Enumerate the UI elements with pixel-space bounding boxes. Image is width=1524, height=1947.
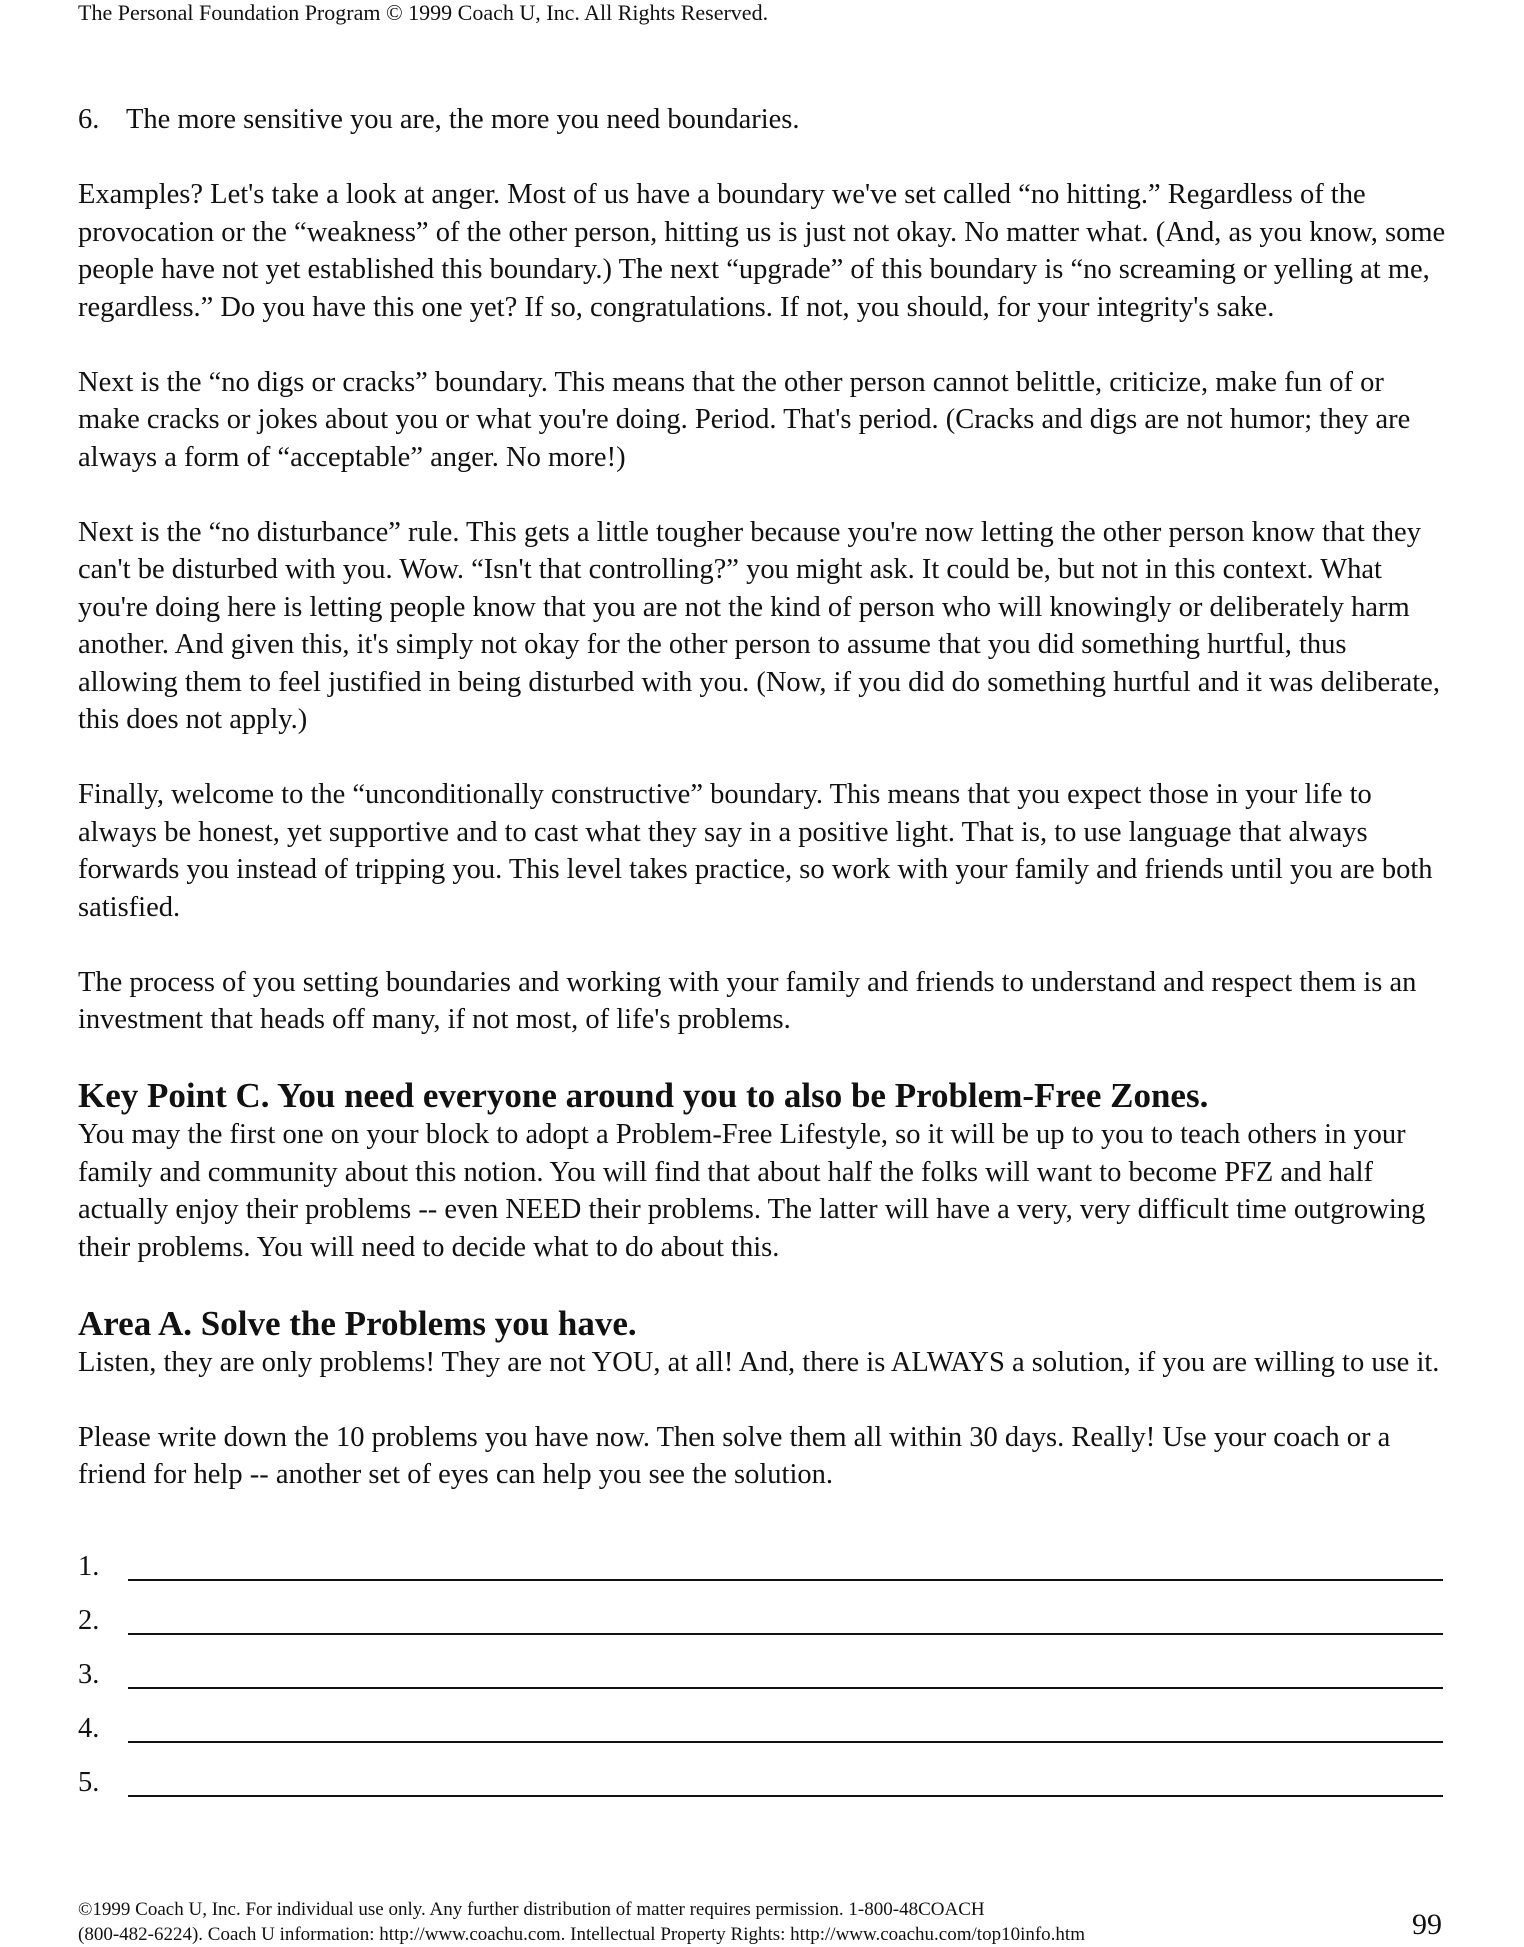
problem-blank-5: [78, 1747, 1448, 1801]
list-item-6: [78, 101, 1448, 139]
blank-number: 2.: [78, 1604, 100, 1636]
paragraph-unconditionally-constructive: Finally, welcome to the “unconditionally constructive” boundary. This means that you expect those in your life to always be honest, yet supportive and to cast what they say in a positive light. That is, to use language that always forwards you instead of tripping you. This level takes practice, so work with your family and friends until you are both satisfied.: [78, 779, 1433, 923]
paragraph-process: The process of you setting boundaries and working with your family and friends to understand and respect them is an investment that heads off many, if not most, of life's problems.: [78, 966, 1417, 1035]
area-a-text: Listen, they are only problems! They are not YOU, at all! And, there is ALWAYS a solution, if you are willing to use it.: [78, 1346, 1440, 1378]
page-number: 99: [1412, 1908, 1442, 1941]
key-point-c-heading: Key Point C. You need everyone around you to also be Problem-Free Zones.: [78, 1076, 1209, 1115]
paragraph-no-disturbance: Next is the “no disturbance” rule. This gets a little tougher because you're now letting the other person know that they can't be disturbed with you. Wow. “Isn't that controlling?” you might ask. It could be, but not in this context. What you're doing here is letting people know that you are not the kind of person who will knowingly or deliberately harm another. And given this, it's simply not okay for the other person to assume that you did something hurtful, thus allowing them to feel justified in being disturbed with you. (Now, if you did do something hurtful and it was deliberate, this does not apply.): [78, 516, 1440, 735]
blank-number: 5.: [78, 1766, 100, 1798]
list-item-number: 6.: [78, 104, 100, 135]
list-item-text: The more sensitive you are, the more you need boundaries.: [126, 104, 800, 135]
blank-line: [128, 1607, 1443, 1635]
blank-line: [128, 1553, 1443, 1581]
blank-line: [128, 1661, 1443, 1689]
problem-blank-3: [78, 1639, 1448, 1693]
page-header: The Personal Foundation Program © 1999 Coach U, Inc. All Rights Reserved.: [78, 0, 769, 25]
blank-number: 3.: [78, 1658, 100, 1690]
blank-number: 1.: [78, 1550, 100, 1582]
paragraph-anger: Examples? Let's take a look at anger. Most of us have a boundary we've set called “no hitting.” Regardless of the provocation or the “weakness” of the other person, hitting us is just not okay. No matter what. (And, as you know, some people have not yet established this boundary.) The next “upgrade” of this boundary is “no screaming or yelling at me, regardless.” Do you have this one yet? If so, congratulations. If not, you should, for your integrity's sake.: [78, 179, 1446, 323]
area-a-heading: Area A. Solve the Problems you have.: [78, 1303, 637, 1343]
problem-blank-1: [78, 1531, 1448, 1585]
area-a-instructions: Please write down the 10 problems you have now. Then solve them all within 30 days. Really! Use your coach or a friend for help -- another set of eyes can help you see the solution.: [78, 1421, 1391, 1490]
problem-list: [78, 1531, 1448, 1801]
page-footer: [78, 1897, 1278, 1947]
paragraph-no-digs: Next is the “no digs or cracks” boundary. This means that the other person cannot belittle, criticize, make fun of or make cracks or jokes about you or what you're doing. Period. That's period. (Cracks and digs are not humor; they are always a form of “acceptable” anger. No more!): [78, 366, 1411, 473]
blank-line: [128, 1769, 1443, 1797]
blank-line: [128, 1715, 1443, 1743]
page-content: [78, 101, 1448, 1801]
footer-line-2: (800-482-6224). Coach U information: http://www.coachu.com. Intellectual Property Rights: http://www.coachu.com/top10info.htm: [78, 1924, 1085, 1945]
key-point-c-text: You may the first one on your block to adopt a Problem-Free Lifestyle, so it will be up to you to teach others in your family and community about this notion. You will find that about half the folks will want to become PFZ and half actually enjoy their problems -- even NEED their problems. The latter will have a very, very difficult time outgrowing their problems. You will need to decide what to do about this.: [78, 1119, 1426, 1263]
problem-blank-4: [78, 1693, 1448, 1747]
problem-blank-2: [78, 1585, 1448, 1639]
blank-number: 4.: [78, 1712, 100, 1744]
footer-line-1: ©1999 Coach U, Inc. For individual use only. Any further distribution of matter requires permission. 1-800-48COACH: [78, 1899, 985, 1920]
